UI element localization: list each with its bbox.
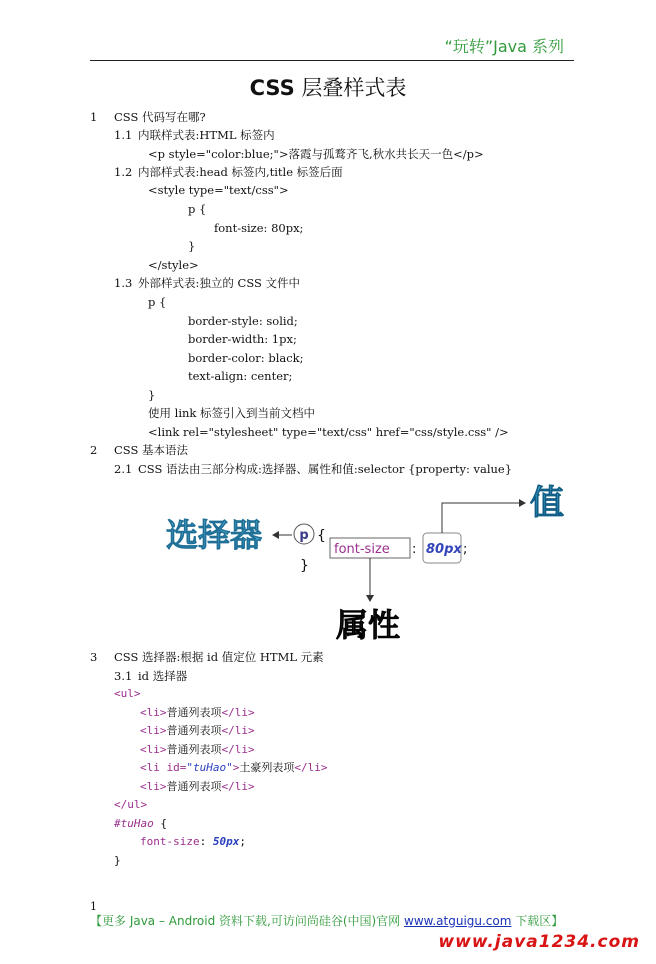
- code-line: <link rel="stylesheet" type="text/css" href="css/style.css" />: [148, 425, 509, 439]
- brace-close: }: [300, 558, 309, 574]
- watermark: www.java1234.com: [438, 932, 640, 952]
- section-3-num: 3: [90, 650, 98, 664]
- code-list-item: <li>普通列表项</li>: [140, 706, 255, 719]
- code-list-item: <li>普通列表项</li>: [140, 743, 255, 756]
- code-ul-close: </ul>: [114, 798, 148, 811]
- code-line: border-color: black;: [188, 351, 304, 365]
- code-line: </style>: [148, 258, 199, 272]
- section-1-1-heading: 内联样式表:HTML 标签内: [138, 128, 275, 142]
- code-line: text-align: center;: [188, 369, 293, 383]
- code-close-brace: }: [114, 854, 121, 867]
- section-1-heading: CSS 代码写在哪?: [114, 110, 206, 124]
- section-1-2-heading: 内部样式表:head 标签内,title 标签后面: [138, 165, 343, 179]
- code-line: font-size: 80px;: [214, 221, 304, 235]
- footer-link[interactable]: www.atguigu.com: [404, 914, 512, 928]
- section-2-1-num: 2.1: [114, 462, 133, 476]
- diagram-colon: :: [412, 542, 417, 557]
- code-line: border-width: 1px;: [188, 332, 297, 346]
- section-2-1-heading: CSS 语法由三部分构成:选择器、属性和值:selector {property: value}: [138, 462, 513, 476]
- code-line: }: [148, 388, 156, 402]
- code-ul-open: <ul>: [114, 687, 141, 700]
- diagram-value: 80px: [426, 542, 462, 557]
- section-1-2-num: 1.2: [114, 165, 133, 179]
- selector-label: 选择器: [166, 516, 263, 554]
- value-label: 值: [530, 483, 564, 523]
- title-rest: 层叠样式表: [294, 76, 407, 100]
- section-2-num: 2: [90, 443, 98, 457]
- footer-note: 【更多 Java – Android 资料下载,可访问尚硅谷(中国)官网 www.atguigu.com 下载区】: [90, 914, 564, 928]
- brace-open: {: [317, 528, 326, 544]
- code-list-item-special: <li id="tuHao">土豪列表项</li>: [140, 761, 328, 774]
- page-title: [0, 72, 656, 102]
- code-line: <style type="text/css">: [148, 183, 289, 197]
- property-label: 属性: [336, 606, 401, 644]
- section-1-3-num: 1.3: [114, 276, 133, 290]
- code-list-item: <li>普通列表项</li>: [140, 780, 255, 793]
- section-1-1-num: 1.1: [114, 128, 133, 142]
- section-1-num: 1: [90, 110, 98, 124]
- section-3-heading: CSS 选择器:根据 id 值定位 HTML 元素: [114, 650, 324, 664]
- code-line: 使用 link 标签引入到当前文档中: [148, 406, 316, 420]
- section-3-1-heading: id 选择器: [138, 669, 188, 683]
- page-number: 1: [90, 900, 97, 913]
- diagram-property: font-size: [334, 542, 390, 557]
- code-id-selector: #tuHao {: [114, 817, 167, 830]
- diagram-semicolon: ;: [463, 542, 468, 557]
- code-declaration: font-size: 50px;: [140, 835, 246, 848]
- series-label: “玩转”Java 系列: [444, 37, 564, 56]
- section-1-3-heading: 外部样式表:独立的 CSS 文件中: [138, 276, 301, 290]
- header-rule: [90, 60, 574, 61]
- title-bold: CSS: [249, 76, 295, 100]
- inline-style-code: <p style="color:blue;">落霞与孤鹜齐飞,秋水共长天一色</p>: [148, 147, 484, 161]
- selector-tag: p: [299, 528, 309, 543]
- code-list-item: <li>普通列表项</li>: [140, 724, 255, 737]
- code-line: }: [188, 239, 196, 253]
- css-syntax-diagram: [160, 478, 580, 648]
- code-line: border-style: solid;: [188, 314, 298, 328]
- code-line: p {: [188, 202, 207, 216]
- section-3-1-num: 3.1: [114, 669, 133, 683]
- section-2-heading: CSS 基本语法: [114, 443, 189, 457]
- code-line: p {: [148, 295, 167, 309]
